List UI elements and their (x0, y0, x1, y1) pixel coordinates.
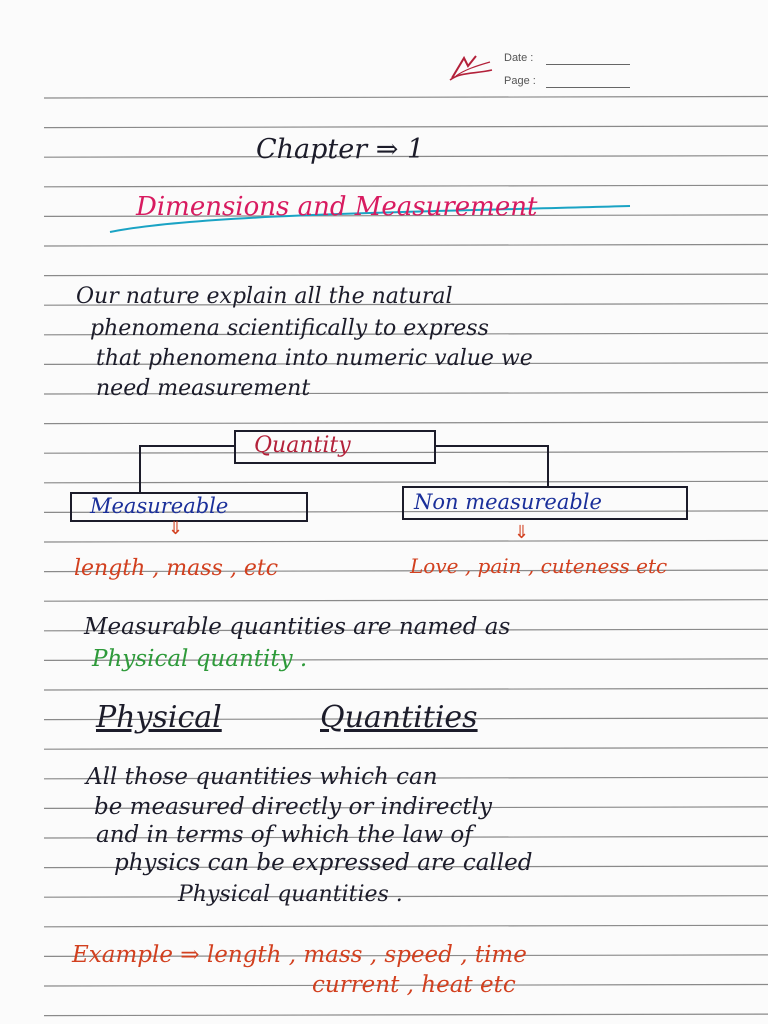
section-line-1: All those quantities which can (86, 764, 438, 790)
non-measureable-examples: Love , pain , cuteness etc (410, 554, 668, 578)
rule-line (44, 600, 768, 602)
section-heading-physical: Physical (96, 700, 222, 735)
example-line-2: current , heat etc (312, 972, 516, 998)
rule-line (44, 896, 768, 898)
section-line-2: be measured directly or indirectly (94, 794, 492, 820)
intro-line-2: phenomena scientifically to express (90, 316, 489, 341)
rule-line (44, 185, 768, 187)
definition-line-1: Measurable quantities are named as (84, 614, 511, 640)
rule-line (44, 274, 768, 276)
down-arrow-icon: ⇓ (514, 522, 530, 543)
rule-line (44, 422, 768, 424)
measureable-label: Measureable (90, 494, 229, 518)
quantity-label: Quantity (254, 433, 351, 458)
rule-line (44, 748, 768, 750)
rule-line (44, 481, 768, 483)
intro-line-3: that phenomena into numeric value we (96, 346, 533, 371)
chapter-title: Chapter ⇒ 1 (256, 134, 425, 165)
date-field[interactable] (546, 64, 630, 65)
example-line-1: Example ⇒ length , mass , speed , time (72, 942, 527, 968)
definition-line-2: Physical quantity . (92, 646, 308, 672)
intro-line-4: need measurement (96, 376, 311, 401)
section-line-4: physics can be expressed are called (114, 850, 533, 876)
chapter-subtitle: Dimensions and Measurement (136, 192, 538, 222)
rule-line (44, 97, 768, 99)
section-line-3: and in terms of which the law of (96, 822, 473, 848)
date-label: Date : (504, 52, 534, 64)
section-line-5: Physical quantities . (178, 882, 403, 907)
non-measureable-node (402, 486, 688, 520)
intro-line-1: Our nature explain all the natural (76, 284, 453, 309)
notebook-logo-icon (446, 52, 496, 84)
rule-line (44, 245, 768, 247)
rule-line (44, 1014, 768, 1016)
measureable-node (70, 492, 308, 522)
page-label: Page : (504, 75, 536, 87)
down-arrow-icon: ⇓ (168, 518, 184, 539)
section-heading-quantities: Quantities (320, 700, 478, 735)
rule-line (44, 689, 768, 691)
rule-line (44, 541, 768, 543)
non-measureable-label: Non measureable (414, 490, 602, 514)
rule-line (44, 925, 768, 927)
quantity-node (234, 430, 436, 464)
measureable-examples: length , mass , etc (74, 556, 279, 581)
page-field[interactable] (546, 87, 630, 88)
rule-line (44, 126, 768, 128)
